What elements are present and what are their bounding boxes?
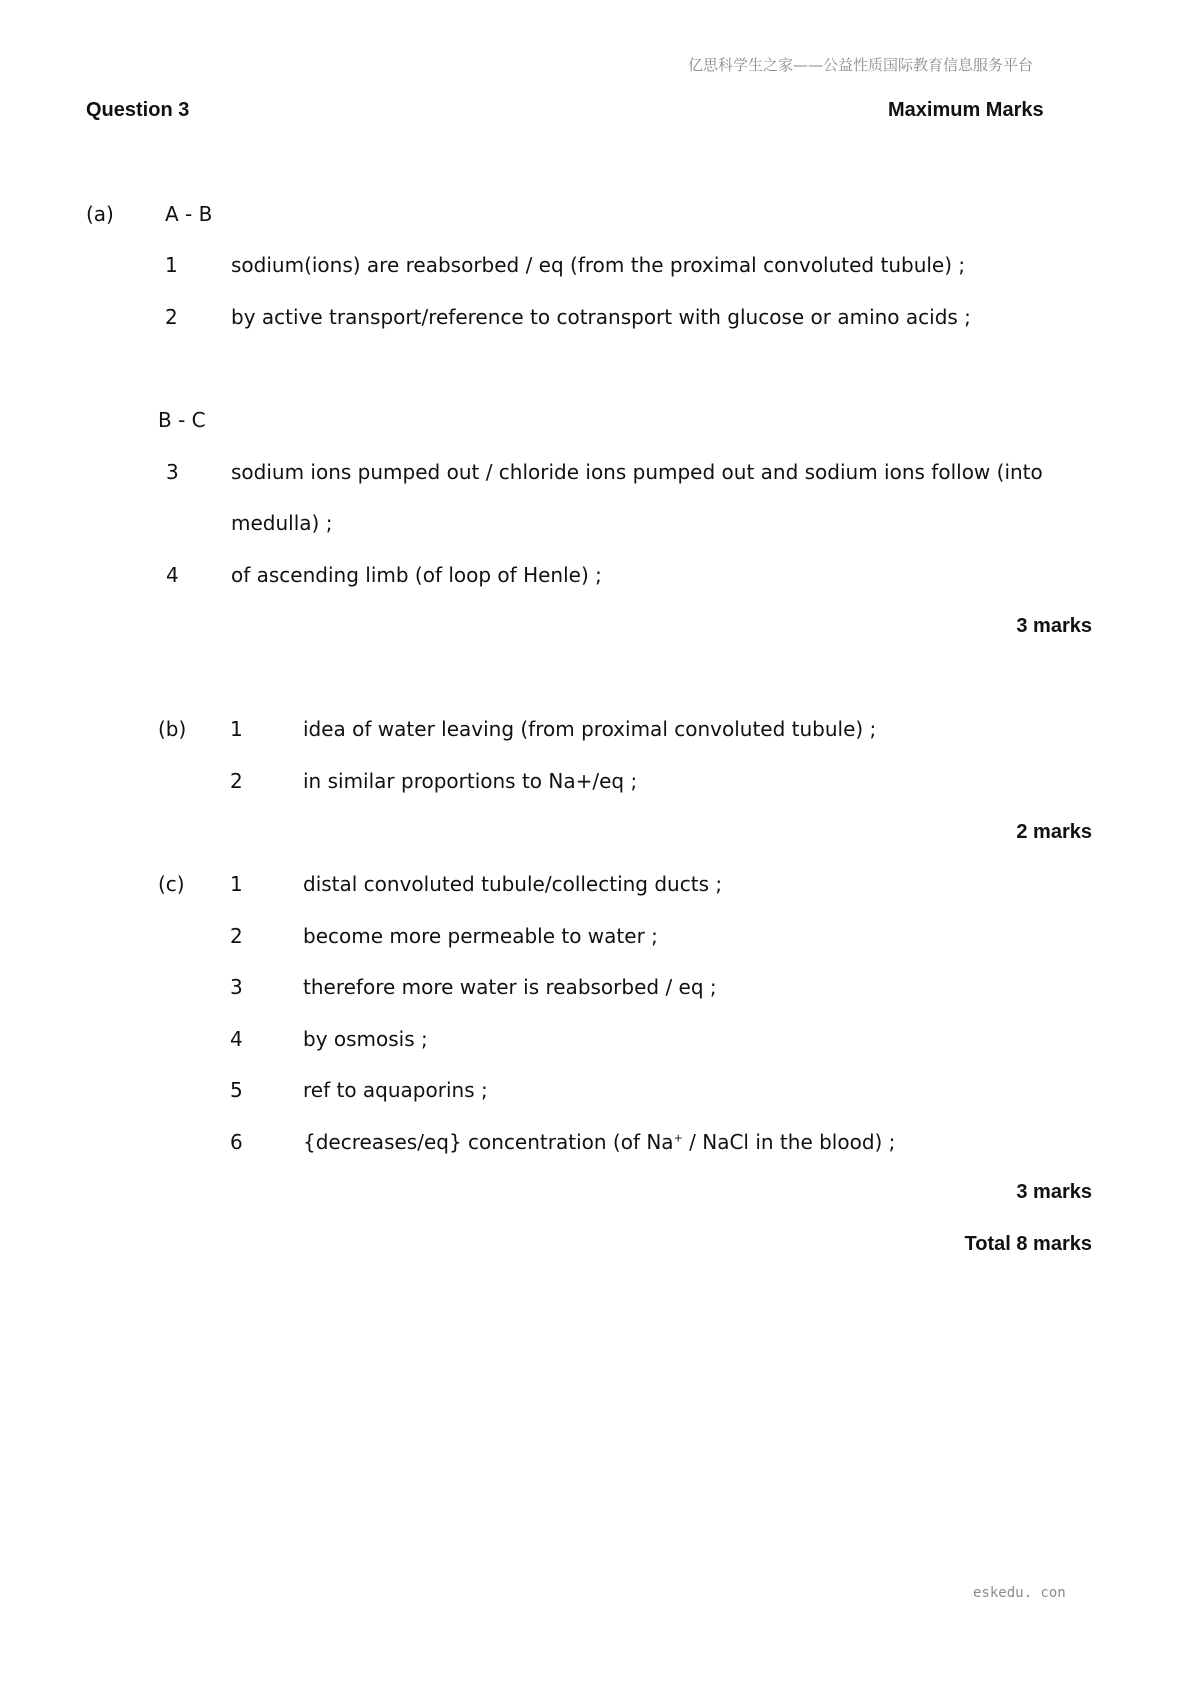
item-number: 1 <box>230 872 243 896</box>
item-number: 1 <box>230 717 243 741</box>
item-text: distal convoluted tubule/collecting ducts ; <box>303 872 723 896</box>
item-text <box>303 1130 895 1154</box>
item-text-pre: {decreases/eq} concentration (of Na <box>303 1130 674 1154</box>
max-marks-label: Maximum Marks <box>888 99 1044 121</box>
section-bc-label: B - C <box>158 408 206 432</box>
item-text: sodium(ions) are reabsorbed / eq (from the proximal convoluted tubule) ; <box>231 253 966 277</box>
item-text: become more permeable to water ; <box>303 924 658 948</box>
item-text: sodium ions pumped out / chloride ions pumped out and sodium ions follow (into <box>231 460 1043 484</box>
item-number: 2 <box>230 769 243 793</box>
item-number: 2 <box>230 924 243 948</box>
part-c-label: (c) <box>158 872 185 896</box>
item-text: in similar proportions to Na+/eq ; <box>303 769 638 793</box>
item-number: 3 <box>230 975 243 999</box>
item-text: idea of water leaving (from proximal convoluted tubule) ; <box>303 717 877 741</box>
item-text: by active transport/reference to cotransport with glucose or amino acids ; <box>231 305 971 329</box>
footer-watermark: eskedu. con <box>973 1585 1066 1601</box>
item-text-post: / NaCl in the blood) ; <box>682 1130 896 1154</box>
item-text: of ascending limb (of loop of Henle) ; <box>231 563 602 587</box>
part-a-marks: 3 marks <box>1016 615 1092 637</box>
item-text: therefore more water is reabsorbed / eq ; <box>303 975 717 999</box>
item-text-continued: medulla) ; <box>231 511 333 535</box>
superscript-plus: + <box>673 1131 683 1145</box>
item-number: 1 <box>165 253 178 277</box>
total-marks: Total 8 marks <box>964 1233 1092 1255</box>
item-number: 3 <box>166 460 179 484</box>
section-ab-label: A - B <box>165 202 213 226</box>
part-a-label: (a) <box>86 202 114 226</box>
item-number: 6 <box>230 1130 243 1154</box>
question-title: Question 3 <box>86 99 190 121</box>
item-number: 4 <box>230 1027 243 1051</box>
part-b-marks: 2 marks <box>1016 821 1092 843</box>
part-c-marks: 3 marks <box>1016 1181 1092 1203</box>
item-number: 2 <box>165 305 178 329</box>
item-number: 5 <box>230 1078 243 1102</box>
part-b-label: (b) <box>158 717 187 741</box>
watermark-header: 亿思科学生之家——公益性质国际教育信息服务平台 <box>688 56 1034 74</box>
item-number: 4 <box>166 563 179 587</box>
item-text: by osmosis ; <box>303 1027 428 1051</box>
item-text: ref to aquaporins ; <box>303 1078 488 1102</box>
